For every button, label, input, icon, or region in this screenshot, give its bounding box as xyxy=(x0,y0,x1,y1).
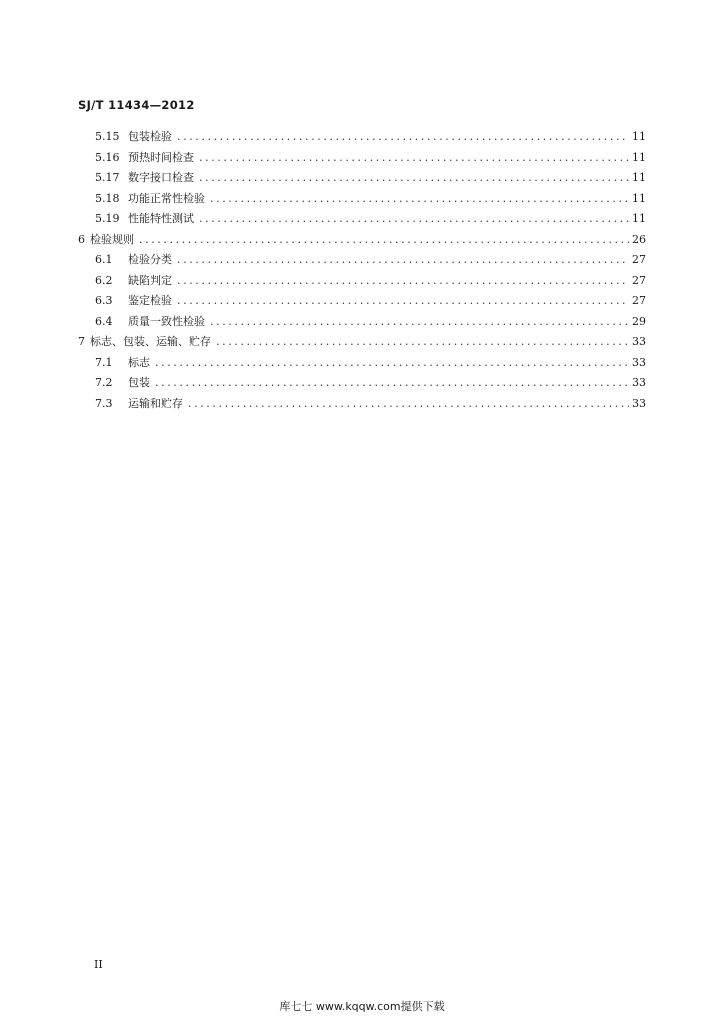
download-footer: 库七七 www.kqqw.com提供下载 xyxy=(279,1000,445,1013)
toc-entry-number: 5.17 xyxy=(95,171,120,184)
table-of-contents xyxy=(78,128,646,415)
toc-entry[interactable] xyxy=(78,190,646,211)
toc-leader-dots xyxy=(210,192,629,205)
toc-entry-number: 7 xyxy=(78,335,85,348)
toc-leader-dots xyxy=(210,315,629,328)
toc-entry[interactable] xyxy=(78,251,646,272)
toc-entry-number: 7.2 xyxy=(95,376,113,389)
toc-entry[interactable] xyxy=(78,169,646,190)
toc-entry-number: 5.18 xyxy=(95,191,120,205)
toc-entry[interactable] xyxy=(78,313,646,334)
toc-entry-title: 质量一致性检验 xyxy=(128,314,205,328)
toc-entry-title: 鉴定检验 xyxy=(128,294,172,307)
toc-entry-number: 7.3 xyxy=(95,396,113,410)
toc-leader-dots xyxy=(199,171,629,184)
toc-entry[interactable] xyxy=(78,149,646,170)
document-code: SJ/T 11434—2012 xyxy=(78,98,195,112)
toc-entry-title: 检验分类 xyxy=(128,253,172,266)
toc-entry-page: 33 xyxy=(632,355,646,369)
toc-entry-page: 27 xyxy=(632,253,646,266)
toc-entry[interactable] xyxy=(78,128,646,149)
toc-entry[interactable] xyxy=(78,354,646,375)
toc-leader-dots xyxy=(155,356,629,369)
toc-entry-title: 性能特性测试 xyxy=(128,212,194,225)
toc-leader-dots xyxy=(177,274,629,287)
toc-leader-dots xyxy=(188,397,629,410)
toc-leader-dots xyxy=(177,294,629,307)
toc-entry-title: 包装 xyxy=(128,376,150,389)
toc-entry-title: 标志、包装、运输、贮存 xyxy=(90,335,211,348)
toc-chapter-entry[interactable] xyxy=(78,333,646,354)
toc-entry-page: 26 xyxy=(632,232,646,246)
toc-entry-title: 检验规则 xyxy=(90,232,134,246)
toc-entry[interactable] xyxy=(78,272,646,293)
toc-entry-number: 5.19 xyxy=(95,212,120,225)
toc-leader-dots xyxy=(155,376,629,389)
toc-entry-number: 5.15 xyxy=(95,130,120,143)
toc-leader-dots xyxy=(199,151,629,164)
toc-entry-page: 11 xyxy=(632,150,646,164)
toc-entry-page: 11 xyxy=(632,130,646,143)
toc-chapter-entry[interactable] xyxy=(78,231,646,252)
toc-entry-page: 33 xyxy=(632,396,646,410)
toc-entry[interactable] xyxy=(78,395,646,416)
toc-entry-page: 29 xyxy=(632,314,646,328)
toc-entry-number: 6.4 xyxy=(95,314,113,328)
toc-entry-title: 缺陷判定 xyxy=(128,273,172,287)
page-number: II xyxy=(94,958,103,971)
toc-entry-page: 11 xyxy=(632,212,646,225)
toc-entry-title: 预热时间检查 xyxy=(128,150,194,164)
toc-entry-title: 运输和贮存 xyxy=(128,396,183,410)
toc-entry-title: 包装检验 xyxy=(128,130,172,143)
toc-entry-number: 6.3 xyxy=(95,294,113,307)
toc-leader-dots xyxy=(199,212,629,225)
toc-entry-page: 33 xyxy=(632,376,646,389)
toc-entry-number: 6.2 xyxy=(95,273,113,287)
toc-entry-page: 27 xyxy=(632,294,646,307)
toc-entry-page: 11 xyxy=(632,191,646,205)
toc-entry-title: 数字接口检查 xyxy=(128,171,194,184)
toc-leader-dots xyxy=(177,253,629,266)
toc-entry[interactable] xyxy=(78,210,646,231)
toc-entry-page: 27 xyxy=(632,273,646,287)
toc-entry-number: 7.1 xyxy=(95,355,113,369)
toc-leader-dots xyxy=(216,335,629,348)
toc-entry-title: 功能正常性检验 xyxy=(128,191,205,205)
toc-entry-title: 标志 xyxy=(128,355,150,369)
toc-entry-page: 33 xyxy=(632,335,646,348)
toc-leader-dots xyxy=(177,130,629,143)
toc-entry-number: 6 xyxy=(78,232,85,246)
toc-entry-page: 11 xyxy=(632,171,646,184)
toc-entry[interactable] xyxy=(78,374,646,395)
toc-leader-dots xyxy=(139,233,629,246)
toc-entry-number: 5.16 xyxy=(95,150,120,164)
toc-entry[interactable] xyxy=(78,292,646,313)
toc-entry-number: 6.1 xyxy=(95,253,113,266)
